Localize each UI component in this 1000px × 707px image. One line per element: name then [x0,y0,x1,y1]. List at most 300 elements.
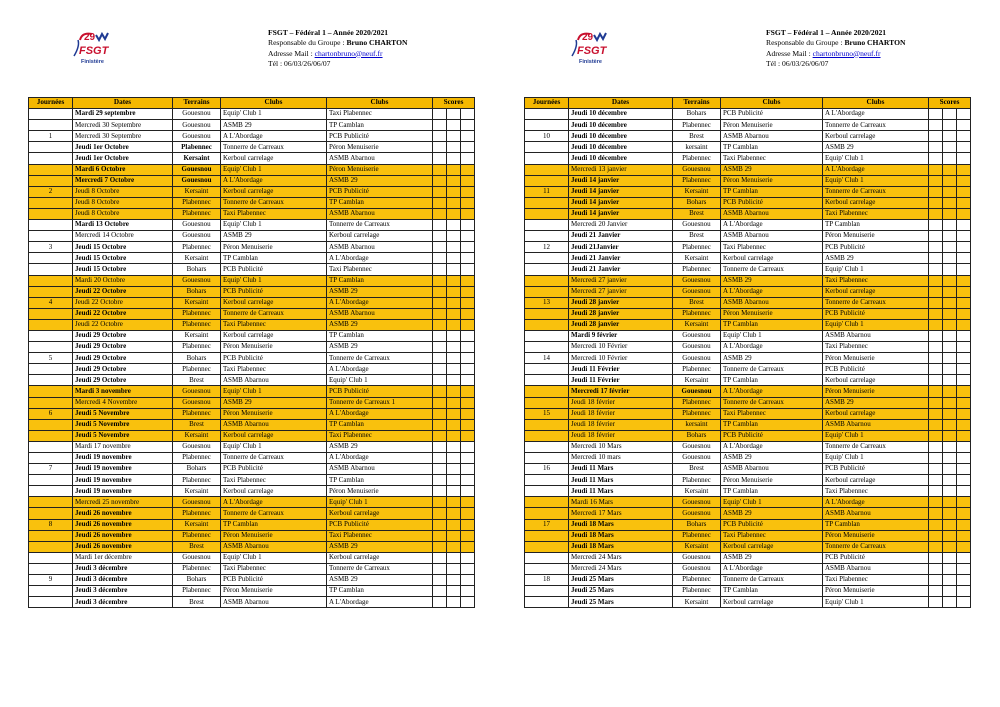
score-cell[interactable] [433,497,447,508]
score-cell[interactable] [943,275,957,286]
score-cell[interactable] [461,297,475,308]
score-cell[interactable] [433,231,447,242]
score-cell[interactable] [433,142,447,153]
score-cell[interactable] [447,120,461,131]
score-cell[interactable] [447,142,461,153]
score-cell[interactable] [957,597,971,608]
score-cell[interactable] [929,419,943,430]
score-cell[interactable] [447,586,461,597]
score-cell[interactable] [461,319,475,330]
score-cell[interactable] [433,319,447,330]
score-cell[interactable] [957,386,971,397]
score-cell[interactable] [433,475,447,486]
score-cell[interactable] [929,275,943,286]
score-cell[interactable] [943,264,957,275]
score-cell[interactable] [929,408,943,419]
score-cell[interactable] [943,475,957,486]
score-cell[interactable] [461,586,475,597]
score-cell[interactable] [433,508,447,519]
journee-cell: 14 [525,353,569,364]
score-cell[interactable] [929,497,943,508]
score-cell[interactable] [447,541,461,552]
score-cell[interactable] [957,441,971,452]
score-cell[interactable] [447,208,461,219]
score-cell[interactable] [929,231,943,242]
score-cell[interactable] [433,453,447,464]
club-away-cell: TP Camblan [327,275,433,286]
score-cell[interactable] [929,575,943,586]
score-cell[interactable] [929,330,943,341]
score-cell[interactable] [929,364,943,375]
score-cell[interactable] [461,175,475,186]
score-cell[interactable] [433,575,447,586]
score-cell[interactable] [461,453,475,464]
score-cell[interactable] [929,541,943,552]
score-cell[interactable] [447,131,461,142]
score-cell[interactable] [943,441,957,452]
score-cell[interactable] [447,231,461,242]
score-cell[interactable] [957,541,971,552]
score-cell[interactable] [433,397,447,408]
score-cell[interactable] [447,397,461,408]
score-cell[interactable] [943,164,957,175]
score-cell[interactable] [461,242,475,253]
score-cell[interactable] [433,519,447,530]
mail-link[interactable]: chartonbruno@neuf.fr [314,48,383,58]
score-cell[interactable] [943,120,957,131]
score-cell[interactable] [957,464,971,475]
club-away-cell: ASMB Abarnou [823,508,929,519]
terrain-cell: Gouesnou [173,131,221,142]
score-cell[interactable] [957,264,971,275]
terrain-cell: Kersaint [673,319,721,330]
club-away-cell: PCB Publicité [327,386,433,397]
score-cell[interactable] [929,519,943,530]
score-cell[interactable] [957,519,971,530]
score-cell[interactable] [461,120,475,131]
score-cell[interactable] [447,563,461,574]
score-cell[interactable] [943,175,957,186]
score-cell[interactable] [447,297,461,308]
score-cell[interactable] [957,475,971,486]
score-cell[interactable] [447,342,461,353]
date-cell: Mardi 6 Octobre [73,164,173,175]
score-cell[interactable] [943,253,957,264]
score-cell[interactable] [433,330,447,341]
score-cell[interactable] [447,286,461,297]
score-cell[interactable] [943,330,957,341]
score-cell[interactable] [461,508,475,519]
score-cell[interactable] [433,275,447,286]
score-cell[interactable] [433,109,447,120]
score-cell[interactable] [433,552,447,563]
score-cell[interactable] [943,397,957,408]
club-away-cell: TP Camblan [327,120,433,131]
score-cell[interactable] [461,597,475,608]
score-cell[interactable] [461,164,475,175]
score-cell[interactable] [447,220,461,231]
score-cell[interactable] [943,353,957,364]
score-cell[interactable] [957,175,971,186]
score-cell[interactable] [957,408,971,419]
score-cell[interactable] [461,575,475,586]
score-cell[interactable] [461,208,475,219]
score-cell[interactable] [433,530,447,541]
score-cell[interactable] [957,453,971,464]
score-cell[interactable] [461,142,475,153]
score-cell[interactable] [957,342,971,353]
score-cell[interactable] [447,253,461,264]
score-cell[interactable] [929,220,943,231]
club-away-cell: Tonnerre de Carreaux [823,186,929,197]
score-cell[interactable] [929,430,943,441]
score-cell[interactable] [461,308,475,319]
terrain-cell: Plabennec [173,364,221,375]
club-away-cell: Equip' Club 1 [327,497,433,508]
score-cell[interactable] [433,386,447,397]
score-cell[interactable] [433,486,447,497]
score-cell[interactable] [943,519,957,530]
score-cell[interactable] [447,319,461,330]
score-cell[interactable] [943,497,957,508]
score-cell[interactable] [943,464,957,475]
score-cell[interactable] [447,419,461,430]
score-cell[interactable] [943,231,957,242]
score-cell[interactable] [433,342,447,353]
score-cell[interactable] [447,552,461,563]
score-cell[interactable] [461,408,475,419]
score-cell[interactable] [447,330,461,341]
score-cell[interactable] [929,264,943,275]
score-cell[interactable] [943,364,957,375]
score-cell[interactable] [461,286,475,297]
score-cell[interactable] [929,319,943,330]
score-cell[interactable] [447,275,461,286]
score-cell[interactable] [433,586,447,597]
score-cell[interactable] [957,131,971,142]
score-cell[interactable] [447,386,461,397]
score-cell[interactable] [461,330,475,341]
score-cell[interactable] [943,186,957,197]
score-cell[interactable] [929,297,943,308]
score-cell[interactable] [957,275,971,286]
score-cell[interactable] [957,142,971,153]
score-cell[interactable] [957,242,971,253]
score-cell[interactable] [433,408,447,419]
score-cell[interactable] [957,375,971,386]
score-cell[interactable] [929,375,943,386]
score-cell[interactable] [461,563,475,574]
score-cell[interactable] [929,142,943,153]
score-cell[interactable] [929,342,943,353]
score-cell[interactable] [433,253,447,264]
score-cell[interactable] [461,353,475,364]
score-cell[interactable] [447,441,461,452]
score-cell[interactable] [929,308,943,319]
score-cell[interactable] [929,186,943,197]
score-cell[interactable] [461,275,475,286]
score-cell[interactable] [943,142,957,153]
score-cell[interactable] [447,353,461,364]
score-cell[interactable] [943,541,957,552]
terrain-cell: Bohars [673,109,721,120]
score-cell[interactable] [447,375,461,386]
score-cell[interactable] [943,530,957,541]
score-cell[interactable] [929,175,943,186]
terrain-cell: Bohars [173,264,221,275]
score-cell[interactable] [943,430,957,441]
score-cell[interactable] [957,208,971,219]
score-cell[interactable] [447,486,461,497]
score-cell[interactable] [929,508,943,519]
score-cell[interactable] [447,308,461,319]
date-cell: Jeudi 18 février [569,419,673,430]
score-cell[interactable] [461,386,475,397]
score-cell[interactable] [447,242,461,253]
score-cell[interactable] [433,197,447,208]
terrain-cell: Plabennec [173,586,221,597]
score-cell[interactable] [461,497,475,508]
score-cell[interactable] [433,120,447,131]
score-cell[interactable] [447,575,461,586]
score-cell[interactable] [943,286,957,297]
score-cell[interactable] [943,131,957,142]
score-cell[interactable] [957,419,971,430]
score-cell[interactable] [461,197,475,208]
table-row [29,297,475,308]
score-cell[interactable] [957,530,971,541]
score-cell[interactable] [943,208,957,219]
score-cell[interactable] [943,109,957,120]
score-cell[interactable] [943,419,957,430]
score-cell[interactable] [943,408,957,419]
score-cell[interactable] [929,464,943,475]
score-cell[interactable] [929,486,943,497]
score-cell[interactable] [447,475,461,486]
score-cell[interactable] [943,220,957,231]
score-cell[interactable] [447,164,461,175]
score-cell[interactable] [929,552,943,563]
score-cell[interactable] [433,175,447,186]
score-cell[interactable] [943,308,957,319]
date-cell: Jeudi 22 Octobre [73,286,173,297]
score-cell[interactable] [943,342,957,353]
score-cell[interactable] [447,264,461,275]
score-cell[interactable] [957,197,971,208]
score-cell[interactable] [433,220,447,231]
score-cell[interactable] [957,508,971,519]
score-cell[interactable] [929,242,943,253]
score-cell[interactable] [929,586,943,597]
score-cell[interactable] [433,153,447,164]
score-cell[interactable] [943,597,957,608]
score-cell[interactable] [461,441,475,452]
score-cell[interactable] [957,164,971,175]
club-home-cell: Kerboul carrelage [221,430,327,441]
score-cell[interactable] [957,231,971,242]
score-cell[interactable] [929,563,943,574]
score-cell[interactable] [447,408,461,419]
score-cell[interactable] [461,530,475,541]
score-cell[interactable] [929,120,943,131]
score-cell[interactable] [461,342,475,353]
terrain-cell: Plabennec [173,408,221,419]
score-cell[interactable] [433,242,447,253]
score-cell[interactable] [957,153,971,164]
score-cell[interactable] [943,297,957,308]
score-cell[interactable] [929,109,943,120]
score-cell[interactable] [433,208,447,219]
score-cell[interactable] [461,486,475,497]
score-cell[interactable] [461,375,475,386]
score-cell[interactable] [461,364,475,375]
score-cell[interactable] [929,530,943,541]
score-cell[interactable] [957,286,971,297]
score-cell[interactable] [929,386,943,397]
score-cell[interactable] [929,441,943,452]
score-cell[interactable] [447,153,461,164]
table-row [525,308,971,319]
terrain-cell: Brest [173,541,221,552]
score-cell[interactable] [957,397,971,408]
score-cell[interactable] [957,575,971,586]
club-home-cell: Taxi Plabennec [221,364,327,375]
mail-link[interactable]: chartonbruno@neuf.fr [812,48,881,58]
score-cell[interactable] [433,375,447,386]
score-cell[interactable] [943,197,957,208]
score-cell[interactable] [957,486,971,497]
score-cell[interactable] [447,508,461,519]
score-cell[interactable] [461,397,475,408]
score-cell[interactable] [957,497,971,508]
score-cell[interactable] [433,264,447,275]
score-cell[interactable] [929,353,943,364]
score-cell[interactable] [957,364,971,375]
score-cell[interactable] [447,453,461,464]
score-cell[interactable] [461,253,475,264]
right-page [524,0,974,606]
score-cell[interactable] [433,308,447,319]
score-cell[interactable] [461,475,475,486]
date-cell: Mercredi 17 Mars [569,508,673,519]
score-cell[interactable] [957,297,971,308]
score-cell[interactable] [957,353,971,364]
score-cell[interactable] [957,319,971,330]
score-cell[interactable] [943,508,957,519]
score-cell[interactable] [929,597,943,608]
score-cell[interactable] [461,153,475,164]
score-cell[interactable] [929,197,943,208]
score-cell[interactable] [433,441,447,452]
score-cell[interactable] [461,131,475,142]
score-cell[interactable] [929,397,943,408]
score-cell[interactable] [447,519,461,530]
score-cell[interactable] [433,541,447,552]
score-cell[interactable] [461,231,475,242]
score-cell[interactable] [433,164,447,175]
score-cell[interactable] [957,186,971,197]
score-cell[interactable] [957,563,971,574]
table-row [29,497,475,508]
score-cell[interactable] [433,364,447,375]
score-cell[interactable] [929,286,943,297]
score-cell[interactable] [943,319,957,330]
score-cell[interactable] [929,164,943,175]
score-cell[interactable] [461,464,475,475]
score-cell[interactable] [461,430,475,441]
score-cell[interactable] [461,264,475,275]
score-cell[interactable] [957,552,971,563]
score-cell[interactable] [461,541,475,552]
score-cell[interactable] [929,475,943,486]
score-cell[interactable] [929,153,943,164]
score-cell[interactable] [447,186,461,197]
score-cell[interactable] [447,464,461,475]
score-cell[interactable] [433,131,447,142]
score-cell[interactable] [433,186,447,197]
score-cell[interactable] [957,330,971,341]
score-cell[interactable] [461,419,475,430]
score-cell[interactable] [433,563,447,574]
score-cell[interactable] [943,486,957,497]
score-cell[interactable] [461,519,475,530]
score-cell[interactable] [447,530,461,541]
score-cell[interactable] [929,453,943,464]
score-cell[interactable] [447,597,461,608]
score-cell[interactable] [461,220,475,231]
score-cell[interactable] [957,109,971,120]
score-cell[interactable] [957,120,971,131]
score-cell[interactable] [943,153,957,164]
score-cell[interactable] [943,575,957,586]
score-cell[interactable] [461,186,475,197]
score-cell[interactable] [447,497,461,508]
score-cell[interactable] [461,552,475,563]
score-cell[interactable] [957,430,971,441]
score-cell[interactable] [943,375,957,386]
score-cell[interactable] [943,386,957,397]
score-cell[interactable] [433,353,447,364]
score-cell[interactable] [447,430,461,441]
score-cell[interactable] [929,131,943,142]
score-cell[interactable] [943,552,957,563]
score-cell[interactable] [957,308,971,319]
score-cell[interactable] [433,419,447,430]
score-cell[interactable] [447,197,461,208]
score-cell[interactable] [943,242,957,253]
score-cell[interactable] [943,563,957,574]
score-cell[interactable] [929,208,943,219]
club-away-cell: A L'Abordage [327,297,433,308]
table-row [525,386,971,397]
score-cell[interactable] [447,364,461,375]
score-cell[interactable] [943,586,957,597]
score-cell[interactable] [433,464,447,475]
score-cell[interactable] [447,175,461,186]
score-cell[interactable] [957,220,971,231]
score-cell[interactable] [433,430,447,441]
score-cell[interactable] [433,597,447,608]
score-cell[interactable] [929,253,943,264]
score-cell[interactable] [433,286,447,297]
score-cell[interactable] [433,297,447,308]
score-cell[interactable] [957,253,971,264]
score-cell[interactable] [461,109,475,120]
date-cell: Jeudi 18 Mars [569,541,673,552]
score-cell[interactable] [943,453,957,464]
score-cell[interactable] [447,109,461,120]
score-cell[interactable] [957,586,971,597]
